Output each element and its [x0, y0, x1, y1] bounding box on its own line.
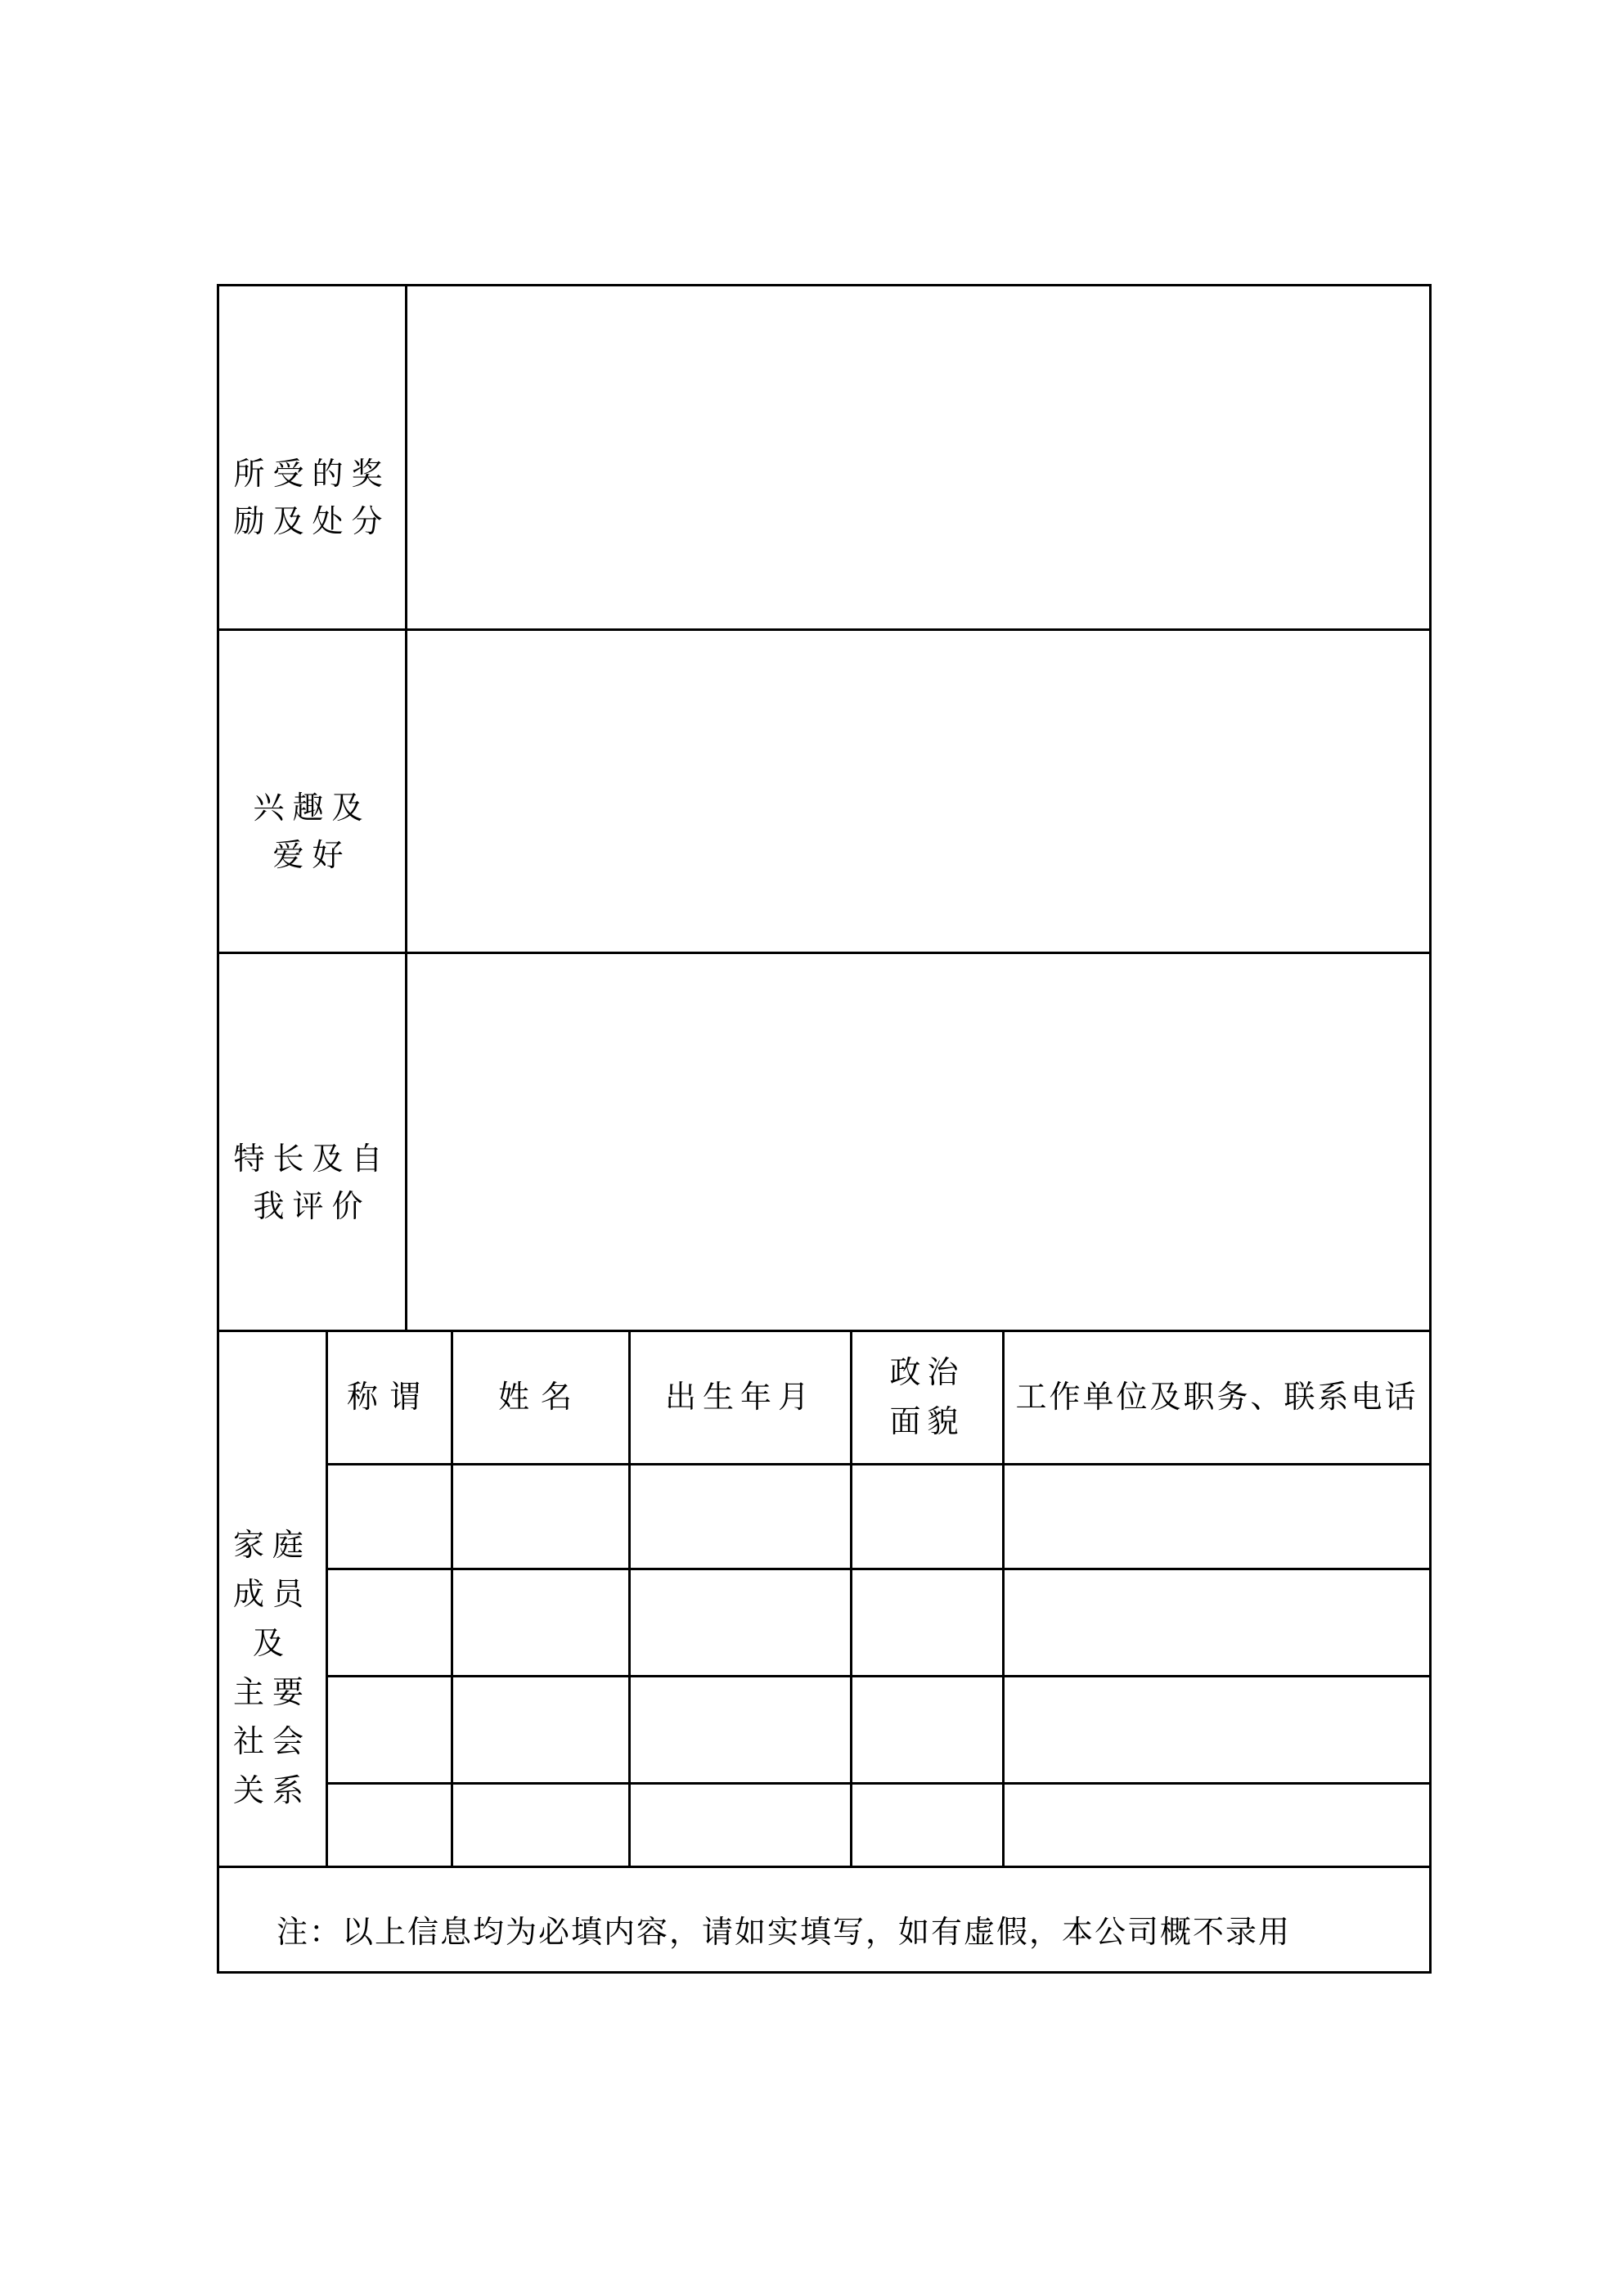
family-label-line4: 主要 — [232, 1676, 312, 1710]
family-cell-name-3[interactable] — [451, 1675, 628, 1782]
family-label-line3: 及 — [252, 1627, 292, 1661]
family-cell-workunit-1[interactable] — [1002, 1463, 1429, 1568]
strengths-row — [219, 954, 1429, 1332]
family-label-line5: 社会 — [232, 1725, 312, 1759]
family-header-workunit-phone — [1002, 1332, 1429, 1463]
strengths-label-line1: 特长及自 — [233, 1141, 391, 1177]
family-cell-birthdate-2[interactable] — [628, 1568, 850, 1675]
family-header-relation-label: 称谓 — [346, 1380, 432, 1415]
family-cell-birthdate-1[interactable] — [628, 1463, 850, 1568]
family-cell-name-1[interactable] — [451, 1463, 628, 1568]
family-header-political-line1: 政治 — [889, 1356, 965, 1390]
family-cell-relation-1[interactable] — [326, 1463, 451, 1568]
family-cell-workunit-2[interactable] — [1002, 1568, 1429, 1675]
strengths-input-cell[interactable] — [405, 954, 1429, 1330]
interests-input-cell[interactable] — [405, 631, 1429, 952]
family-cell-political-3[interactable] — [850, 1675, 1002, 1782]
family-label-line1: 家庭 — [232, 1528, 312, 1563]
interests-label-line2: 爱好 — [272, 839, 352, 873]
strengths-label-cell — [219, 954, 405, 1330]
family-cell-birthdate-3[interactable] — [628, 1675, 850, 1782]
interests-label-cell — [219, 631, 405, 952]
family-cell-political-2[interactable] — [850, 1568, 1002, 1675]
family-header-birthdate-label: 出生年月 — [664, 1380, 816, 1415]
family-header-name — [451, 1332, 628, 1463]
awards-input-cell[interactable] — [405, 286, 1429, 628]
family-cell-birthdate-4[interactable] — [628, 1782, 850, 1866]
family-cell-relation-3[interactable] — [326, 1675, 451, 1782]
awards-row — [219, 286, 1429, 631]
family-header-birthdate — [628, 1332, 850, 1463]
awards-label-line2: 励及处分 — [233, 505, 391, 539]
family-cell-workunit-4[interactable] — [1002, 1782, 1429, 1866]
family-label-line6: 关系 — [232, 1774, 312, 1808]
interests-label-line1: 兴趣及 — [253, 791, 371, 826]
family-cell-workunit-3[interactable] — [1002, 1675, 1429, 1782]
family-cell-name-2[interactable] — [451, 1568, 628, 1675]
family-cell-name-4[interactable] — [451, 1782, 628, 1866]
application-form-table — [217, 284, 1432, 1974]
awards-label-line1: 所受的奖 — [233, 457, 391, 492]
strengths-label-line2: 我评价 — [253, 1189, 371, 1224]
family-cell-political-4[interactable] — [850, 1782, 1002, 1866]
interests-row — [219, 631, 1429, 954]
family-cell-relation-2[interactable] — [326, 1568, 451, 1675]
family-label-cell — [219, 1332, 326, 1866]
family-cell-relation-4[interactable] — [326, 1782, 451, 1866]
awards-label-cell — [219, 286, 405, 628]
family-header-political-line2: 面貌 — [889, 1405, 965, 1439]
note-row — [219, 1866, 1429, 1971]
family-header-relation — [326, 1332, 451, 1463]
family-header-workunit-phone-label: 工作单位及职务、联系电话 — [1015, 1380, 1418, 1415]
family-label-line2: 成员 — [232, 1578, 312, 1612]
family-header-name-label: 姓名 — [497, 1380, 583, 1415]
note-text: 注：以上信息均为必填内容，请如实填写，如有虚假，本公司概不录用 — [276, 1915, 1292, 1950]
family-members-section — [219, 1332, 1429, 1866]
family-header-political-status — [850, 1332, 1002, 1463]
family-cell-political-1[interactable] — [850, 1463, 1002, 1568]
